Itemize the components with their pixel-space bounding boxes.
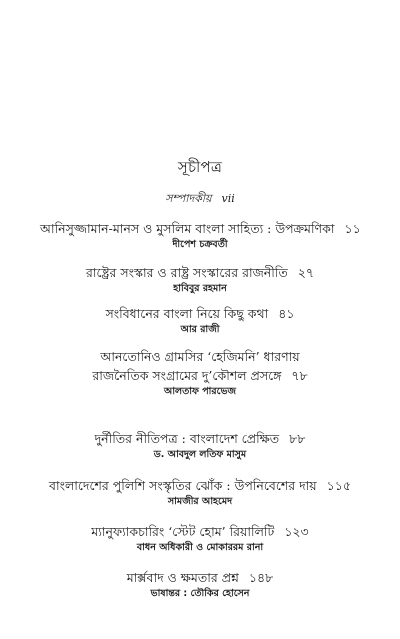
- entry-author: ড. আবদুল লতিফ মাসুম: [153, 449, 247, 460]
- entry-title: রাজনৈতিক সংগ্রামের দু’কৌশল প্রসঙ্গে: [92, 368, 282, 383]
- entry-page-number: ২৭: [297, 265, 315, 280]
- entry-page-number: ১১: [344, 221, 361, 236]
- entry-title: বাংলাদেশের পুলিশি সংস্কৃতির ঝোঁক : উপনিবেশের দায়: [49, 478, 317, 493]
- entry-author: বাধন অধিকারী ও মোকাররম রানা: [136, 542, 264, 553]
- entry-title-line: [40, 431, 360, 447]
- entry-page-number: ১১৫: [326, 478, 351, 493]
- toc-entry: [40, 570, 360, 601]
- entry-author: আর রাজী: [180, 324, 220, 335]
- entry-title-line-2: [40, 368, 360, 384]
- entry-author: ভাষান্তর : তৌকির হোসেন: [150, 588, 250, 599]
- toc-entry: [40, 349, 360, 399]
- entry-title: ম্যানুফ্যাকচারিং ‘স্টেট হোম’ রিয়ালিটি: [91, 524, 275, 539]
- entry-title-line: [40, 570, 360, 586]
- entry-title-line-1: [40, 349, 360, 365]
- entry-title: সংবিধানের বাংলা নিয়ে কিছু কথা: [105, 306, 269, 321]
- entry-page-number: ১৪৮: [248, 570, 274, 585]
- entry-author: সামজীর আহমেদ: [167, 496, 233, 507]
- entry-title: মার্ক্সবাদ ও ক্ষমতার প্রশ্ন: [126, 570, 239, 585]
- entry-title-line: [40, 265, 360, 281]
- toc-entry: [40, 221, 360, 252]
- entry-title: রাষ্ট্রের সংস্কার ও রাষ্ট্র সংস্কারের রাজনীতি: [85, 265, 288, 280]
- toc-editorial: [0, 190, 400, 209]
- entry-title: দুর্নীতির নীতিপত্র : বাংলাদেশ প্রেক্ষিত: [94, 431, 280, 446]
- toc-entry: [40, 524, 360, 555]
- editorial-label: সম্পাদকীয়: [165, 192, 212, 205]
- entry-page-number: ৪১: [278, 306, 295, 321]
- toc-entry: [40, 306, 360, 337]
- entry-author: হাবিবুর রহমান: [173, 283, 227, 294]
- toc-title: সূচীপত্র: [177, 158, 223, 176]
- entry-page-number: ১২৩: [284, 524, 309, 539]
- toc-entry: [40, 265, 360, 296]
- entry-page-number: ৮৮: [289, 431, 306, 446]
- entry-page-number: ৭৮: [291, 368, 308, 383]
- entry-title-line: [40, 478, 360, 494]
- editorial-page-number: vii: [221, 192, 235, 205]
- entry-title-line: [40, 221, 360, 237]
- entry-author: দীপেশ চক্রবর্তী: [172, 239, 228, 250]
- toc-entry: [40, 478, 360, 509]
- entry-title: আনিসুজ্জামান-মানস ও মুসলিম বাংলা সাহিত্য : উপক্রমণিকা: [40, 221, 335, 236]
- toc-entry: [40, 431, 360, 462]
- entry-author: আলতাফ পারভেজ: [163, 386, 237, 397]
- entry-title-line: [40, 306, 360, 322]
- entry-title: আনতোনিও গ্রামসির ‘হেজিমনি’ ধারণায়: [100, 349, 300, 364]
- entry-title-line: [40, 524, 360, 540]
